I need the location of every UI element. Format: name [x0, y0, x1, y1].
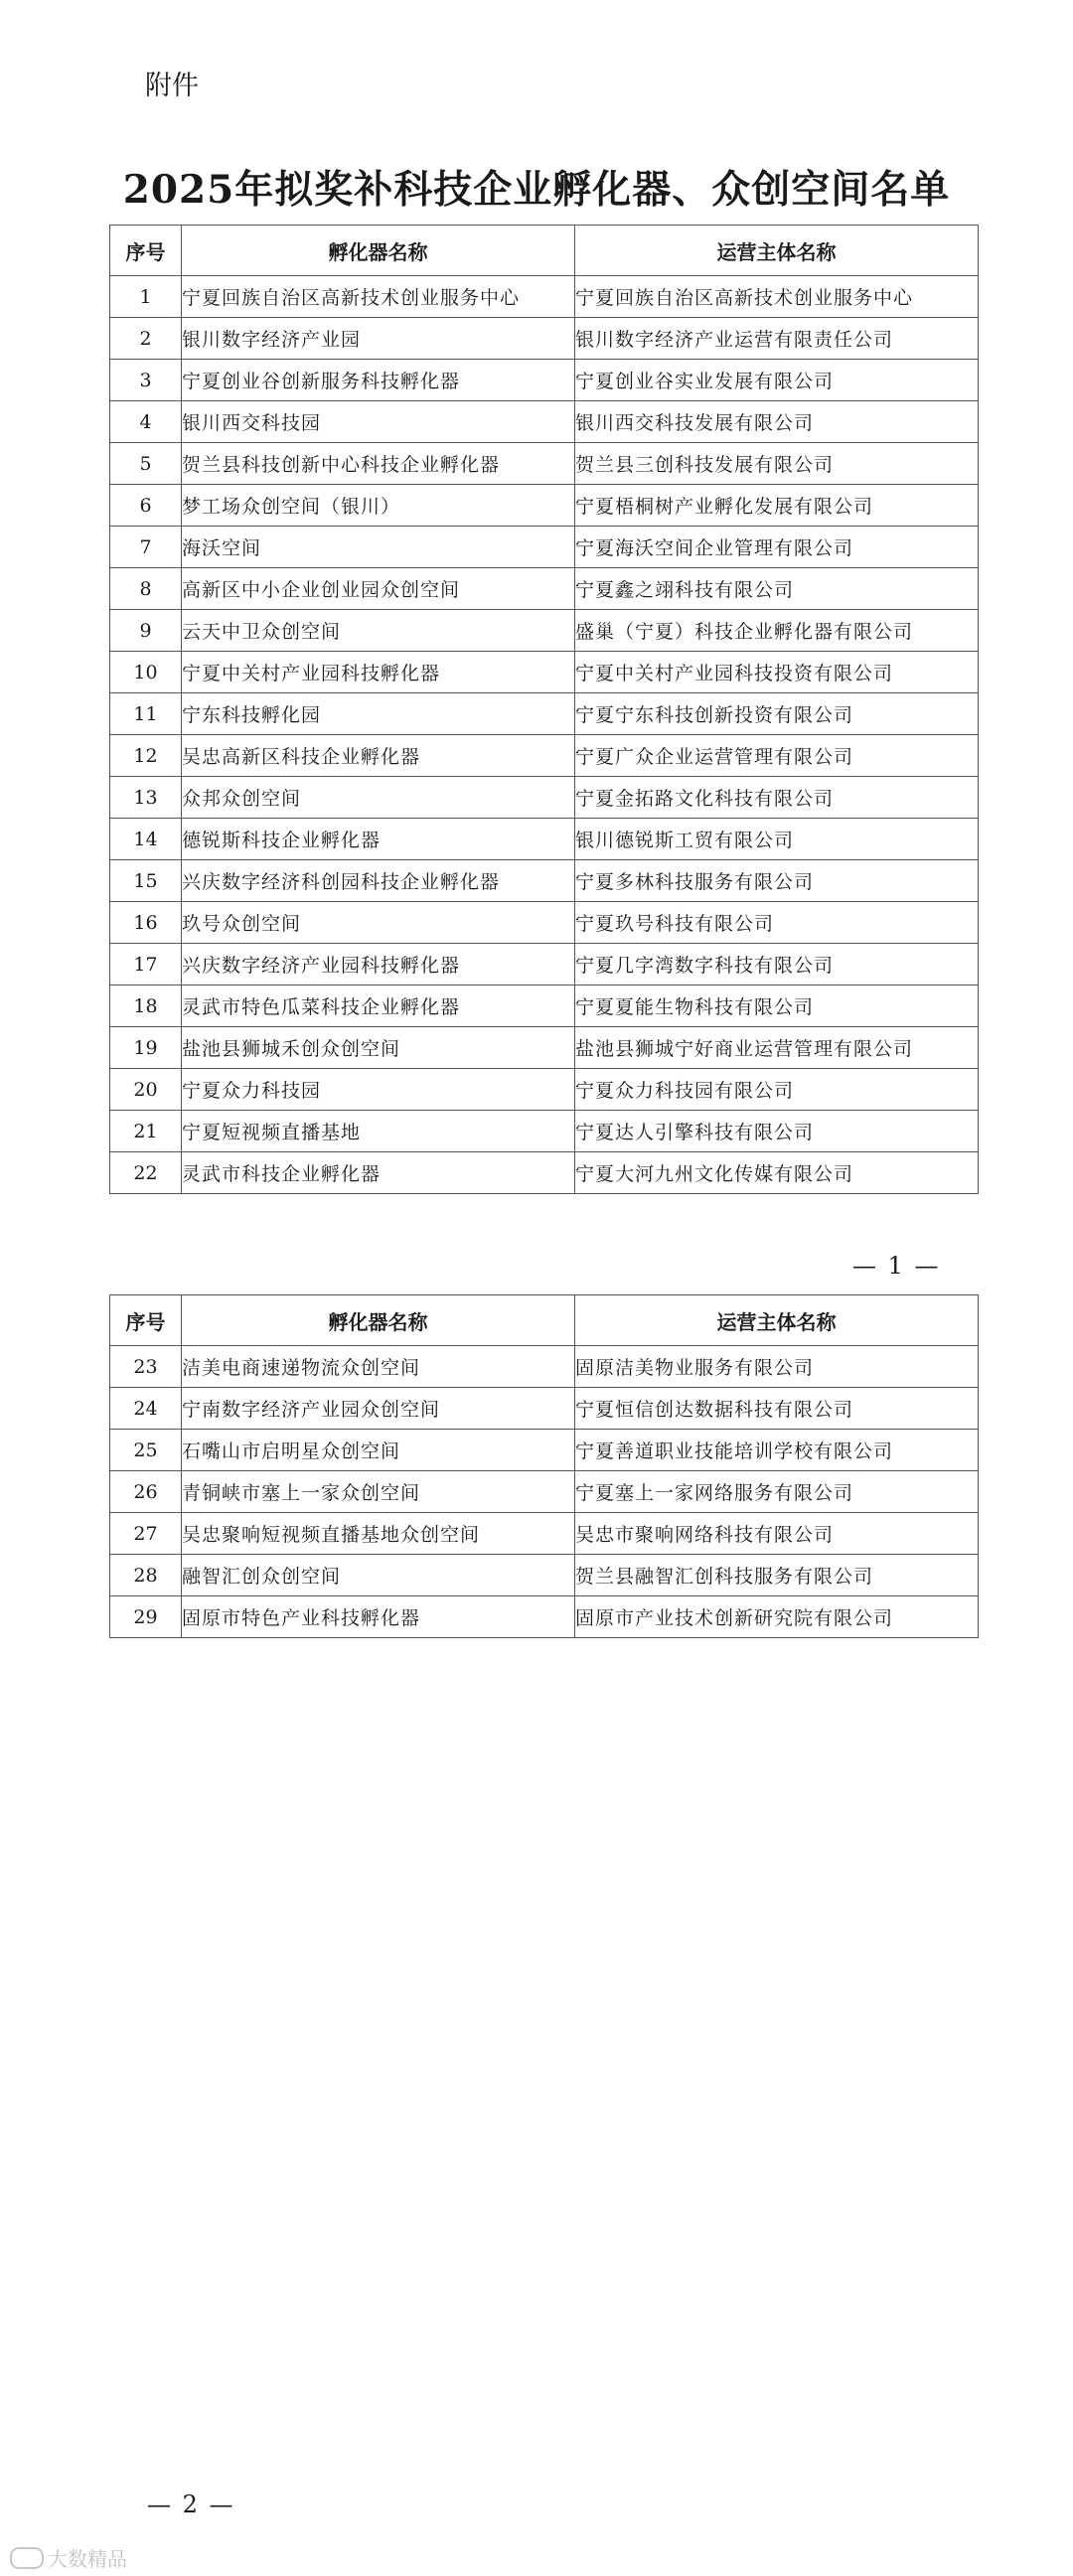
table-row — [110, 777, 979, 819]
operator-name: 宁夏鑫之翊科技有限公司 — [575, 568, 979, 610]
row-number: 21 — [110, 1111, 182, 1152]
table-row — [110, 527, 979, 568]
incubator-name: 海沃空间 — [182, 527, 575, 568]
table-row — [110, 1555, 979, 1596]
table-row — [110, 1346, 979, 1388]
incubator-name: 银川西交科技园 — [182, 401, 575, 443]
incubator-name: 高新区中小企业创业园众创空间 — [182, 568, 575, 610]
table-header-row — [110, 1295, 979, 1346]
row-number: 22 — [110, 1152, 182, 1194]
table-row — [110, 401, 979, 443]
operator-name: 银川西交科技发展有限公司 — [575, 401, 979, 443]
incubator-name: 兴庆数字经济产业园科技孵化器 — [182, 944, 575, 985]
header-incubator-name: 孵化器名称 — [182, 226, 575, 276]
incubator-name: 灵武市特色瓜菜科技企业孵化器 — [182, 985, 575, 1027]
operator-name: 固原市产业技术创新研究院有限公司 — [575, 1596, 979, 1638]
incubator-table-page-1 — [109, 225, 979, 1194]
incubator-name: 宁南数字经济产业园众创空间 — [182, 1388, 575, 1430]
operator-name: 宁夏达人引擎科技有限公司 — [575, 1111, 979, 1152]
incubator-name: 宁东科技孵化园 — [182, 693, 575, 735]
operator-name: 宁夏回族自治区高新技术创业服务中心 — [575, 276, 979, 318]
row-number: 1 — [110, 276, 182, 318]
table-row — [110, 902, 979, 944]
watermark-text: 大数精品 — [48, 2547, 127, 2571]
row-number: 15 — [110, 860, 182, 902]
incubator-name: 石嘴山市启明星众创空间 — [182, 1430, 575, 1471]
header-operator-name: 运营主体名称 — [575, 226, 979, 276]
incubator-table-page-2 — [109, 1294, 979, 1638]
header-incubator-name: 孵化器名称 — [182, 1295, 575, 1346]
header-serial: 序号 — [110, 226, 182, 276]
row-number: 19 — [110, 1027, 182, 1069]
row-number: 10 — [110, 652, 182, 693]
table-row — [110, 1430, 979, 1471]
operator-name: 宁夏众力科技园有限公司 — [575, 1069, 979, 1111]
header-operator-name: 运营主体名称 — [575, 1295, 979, 1346]
row-number: 26 — [110, 1471, 182, 1513]
operator-name: 盐池县狮城宁好商业运营管理有限公司 — [575, 1027, 979, 1069]
table-row — [110, 1471, 979, 1513]
row-number: 14 — [110, 819, 182, 860]
page-number-1: — 1 — — [852, 1252, 941, 1280]
operator-name: 吴忠市聚响网络科技有限公司 — [575, 1513, 979, 1555]
table-row — [110, 610, 979, 652]
row-number: 6 — [110, 485, 182, 527]
table-row — [110, 652, 979, 693]
row-number: 4 — [110, 401, 182, 443]
row-number: 28 — [110, 1555, 182, 1596]
operator-name: 宁夏几字湾数字科技有限公司 — [575, 944, 979, 985]
page-number-2: — 2 — — [147, 2491, 235, 2518]
table-body-page-1 — [110, 276, 979, 1194]
incubator-name: 吴忠聚响短视频直播基地众创空间 — [182, 1513, 575, 1555]
row-number: 2 — [110, 318, 182, 360]
table-row — [110, 1027, 979, 1069]
operator-name: 银川德锐斯工贸有限公司 — [575, 819, 979, 860]
row-number: 20 — [110, 1069, 182, 1111]
row-number: 8 — [110, 568, 182, 610]
operator-name: 银川数字经济产业运营有限责任公司 — [575, 318, 979, 360]
table-row — [110, 1152, 979, 1194]
watermark-logo-icon — [10, 2547, 44, 2569]
incubator-name: 宁夏短视频直播基地 — [182, 1111, 575, 1152]
table-row — [110, 985, 979, 1027]
operator-name: 宁夏梧桐树产业孵化发展有限公司 — [575, 485, 979, 527]
row-number: 5 — [110, 443, 182, 485]
incubator-name: 众邦众创空间 — [182, 777, 575, 819]
watermark — [10, 2543, 127, 2572]
operator-name: 宁夏恒信创达数据科技有限公司 — [575, 1388, 979, 1430]
row-number: 23 — [110, 1346, 182, 1388]
operator-name: 宁夏广众企业运营管理有限公司 — [575, 735, 979, 777]
incubator-name: 宁夏回族自治区高新技术创业服务中心 — [182, 276, 575, 318]
table-row — [110, 1069, 979, 1111]
operator-name: 盛巢（宁夏）科技企业孵化器有限公司 — [575, 610, 979, 652]
operator-name: 宁夏创业谷实业发展有限公司 — [575, 360, 979, 401]
incubator-name: 云天中卫众创空间 — [182, 610, 575, 652]
operator-name: 宁夏夏能生物科技有限公司 — [575, 985, 979, 1027]
table-row — [110, 860, 979, 902]
table-row — [110, 568, 979, 610]
table-header-row — [110, 226, 979, 276]
operator-name: 贺兰县三创科技发展有限公司 — [575, 443, 979, 485]
row-number: 9 — [110, 610, 182, 652]
table-row — [110, 1388, 979, 1430]
operator-name: 宁夏中关村产业园科技投资有限公司 — [575, 652, 979, 693]
table-row — [110, 1111, 979, 1152]
row-number: 29 — [110, 1596, 182, 1638]
operator-name: 贺兰县融智汇创科技服务有限公司 — [575, 1555, 979, 1596]
table-row — [110, 1596, 979, 1638]
row-number: 12 — [110, 735, 182, 777]
operator-name: 宁夏玖号科技有限公司 — [575, 902, 979, 944]
operator-name: 宁夏大河九州文化传媒有限公司 — [575, 1152, 979, 1194]
incubator-name: 灵武市科技企业孵化器 — [182, 1152, 575, 1194]
table-row — [110, 1513, 979, 1555]
row-number: 27 — [110, 1513, 182, 1555]
table-row — [110, 485, 979, 527]
row-number: 16 — [110, 902, 182, 944]
incubator-name: 德锐斯科技企业孵化器 — [182, 819, 575, 860]
incubator-name: 宁夏众力科技园 — [182, 1069, 575, 1111]
incubator-name: 固原市特色产业科技孵化器 — [182, 1596, 575, 1638]
incubator-name: 融智汇创众创空间 — [182, 1555, 575, 1596]
incubator-name: 洁美电商速递物流众创空间 — [182, 1346, 575, 1388]
table-row — [110, 443, 979, 485]
header-serial: 序号 — [110, 1295, 182, 1346]
incubator-name: 兴庆数字经济科创园科技企业孵化器 — [182, 860, 575, 902]
document-title: 2025年拟奖补科技企业孵化器、众创空间名单 — [122, 167, 951, 213]
operator-name: 宁夏善道职业技能培训学校有限公司 — [575, 1430, 979, 1471]
row-number: 7 — [110, 527, 182, 568]
incubator-name: 青铜峡市塞上一家众创空间 — [182, 1471, 575, 1513]
row-number: 24 — [110, 1388, 182, 1430]
operator-name: 宁夏海沃空间企业管理有限公司 — [575, 527, 979, 568]
incubator-name: 盐池县狮城禾创众创空间 — [182, 1027, 575, 1069]
table-body-page-2 — [110, 1346, 979, 1638]
incubator-name: 宁夏中关村产业园科技孵化器 — [182, 652, 575, 693]
operator-name: 宁夏金拓路文化科技有限公司 — [575, 777, 979, 819]
incubator-name: 玖号众创空间 — [182, 902, 575, 944]
row-number: 25 — [110, 1430, 182, 1471]
table-row — [110, 819, 979, 860]
table-row — [110, 735, 979, 777]
table-row — [110, 944, 979, 985]
row-number: 3 — [110, 360, 182, 401]
incubator-name: 银川数字经济产业园 — [182, 318, 575, 360]
table-row — [110, 693, 979, 735]
incubator-name: 梦工场众创空间（银川） — [182, 485, 575, 527]
incubator-name: 宁夏创业谷创新服务科技孵化器 — [182, 360, 575, 401]
incubator-name: 吴忠高新区科技企业孵化器 — [182, 735, 575, 777]
operator-name: 宁夏塞上一家网络服务有限公司 — [575, 1471, 979, 1513]
operator-name: 宁夏多林科技服务有限公司 — [575, 860, 979, 902]
row-number: 18 — [110, 985, 182, 1027]
row-number: 11 — [110, 693, 182, 735]
table-row — [110, 276, 979, 318]
operator-name: 固原洁美物业服务有限公司 — [575, 1346, 979, 1388]
incubator-name: 贺兰县科技创新中心科技企业孵化器 — [182, 443, 575, 485]
operator-name: 宁夏宁东科技创新投资有限公司 — [575, 693, 979, 735]
row-number: 13 — [110, 777, 182, 819]
row-number: 17 — [110, 944, 182, 985]
table-row — [110, 318, 979, 360]
attachment-label: 附件 — [145, 71, 199, 101]
table-row — [110, 360, 979, 401]
